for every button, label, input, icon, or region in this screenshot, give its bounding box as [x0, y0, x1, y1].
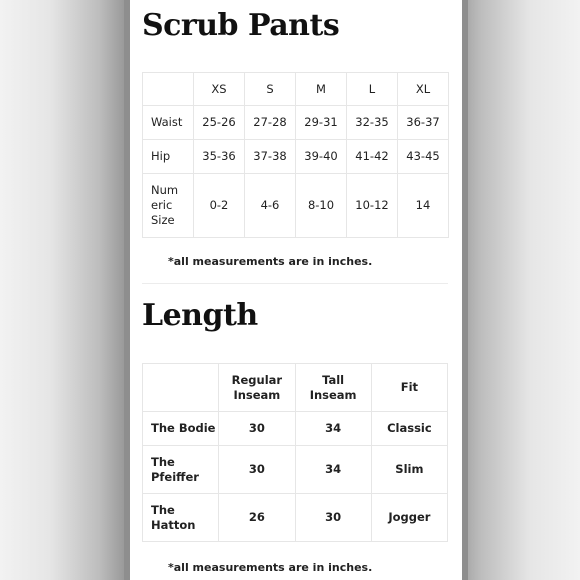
table-row [143, 412, 448, 446]
table-cell: 27-28 [245, 106, 296, 140]
row-label-line: Hatton [151, 517, 196, 532]
row-label-line: Num [151, 183, 179, 197]
table-cell: 29-31 [296, 106, 347, 140]
header-line: Tall [322, 372, 345, 387]
table-cell: 35-36 [194, 140, 245, 174]
header-cell: XS [194, 73, 245, 106]
header-cell: L [347, 73, 398, 106]
header-cell: XL [398, 73, 449, 106]
row-label-line: Pfeiffer [151, 469, 199, 484]
table-cell: 30 [295, 494, 371, 542]
scrub-pants-size-table [142, 72, 449, 238]
table-row [143, 494, 448, 542]
table-cell: 32-35 [347, 106, 398, 140]
table-cell: 4-6 [245, 174, 296, 238]
table-cell: 37-38 [245, 140, 296, 174]
table-header-row [143, 73, 449, 106]
table-cell: 25-26 [194, 106, 245, 140]
table-cell: Slim [371, 446, 447, 494]
measurement-note: *all measurements are in inches. [168, 561, 373, 574]
table-cell: 8-10 [296, 174, 347, 238]
row-label [143, 412, 219, 446]
header-line: Fit [400, 380, 419, 394]
table-cell: 0-2 [194, 174, 245, 238]
table-cell: 39-40 [296, 140, 347, 174]
row-label-line: The Bodie [151, 421, 216, 435]
row-label [143, 174, 194, 238]
header-line: Inseam [309, 387, 357, 402]
table-cell: 36-37 [398, 106, 449, 140]
table-row [143, 140, 449, 174]
table-row [143, 174, 449, 238]
row-label-line: eric [151, 198, 173, 212]
header-cell [143, 364, 219, 412]
header-cell: S [245, 73, 296, 106]
size-chart-card [124, 0, 468, 580]
row-label-line: Size [151, 213, 175, 227]
table-cell: 30 [219, 446, 295, 494]
row-label-line: The [151, 502, 175, 517]
table-cell: 30 [219, 412, 295, 446]
table-row [143, 446, 448, 494]
measurement-note: *all measurements are in inches. [168, 255, 373, 268]
table-cell: Classic [371, 412, 447, 446]
header-line: Regular [231, 372, 283, 387]
table-cell: 34 [295, 412, 371, 446]
table-cell: 26 [219, 494, 295, 542]
table-cell: 14 [398, 174, 449, 238]
section-divider [142, 283, 448, 284]
header-cell: M [296, 73, 347, 106]
header-cell [143, 73, 194, 106]
table-header-row [143, 364, 448, 412]
row-label [143, 494, 219, 542]
header-cell [371, 364, 447, 412]
table-cell: 34 [295, 446, 371, 494]
header-line: Inseam [233, 387, 281, 402]
length-heading: Length [142, 298, 258, 333]
header-cell [219, 364, 295, 412]
background-left [0, 0, 124, 580]
row-label-line: The [151, 454, 175, 469]
row-label: Waist [143, 106, 194, 140]
row-label [143, 446, 219, 494]
table-cell: Jogger [371, 494, 447, 542]
scrub-pants-heading: Scrub Pants [142, 8, 340, 43]
table-cell: 43-45 [398, 140, 449, 174]
row-label: Hip [143, 140, 194, 174]
length-table [142, 363, 448, 542]
header-cell [295, 364, 371, 412]
table-cell: 41-42 [347, 140, 398, 174]
table-row [143, 106, 449, 140]
background-right [456, 0, 580, 580]
table-cell: 10-12 [347, 174, 398, 238]
